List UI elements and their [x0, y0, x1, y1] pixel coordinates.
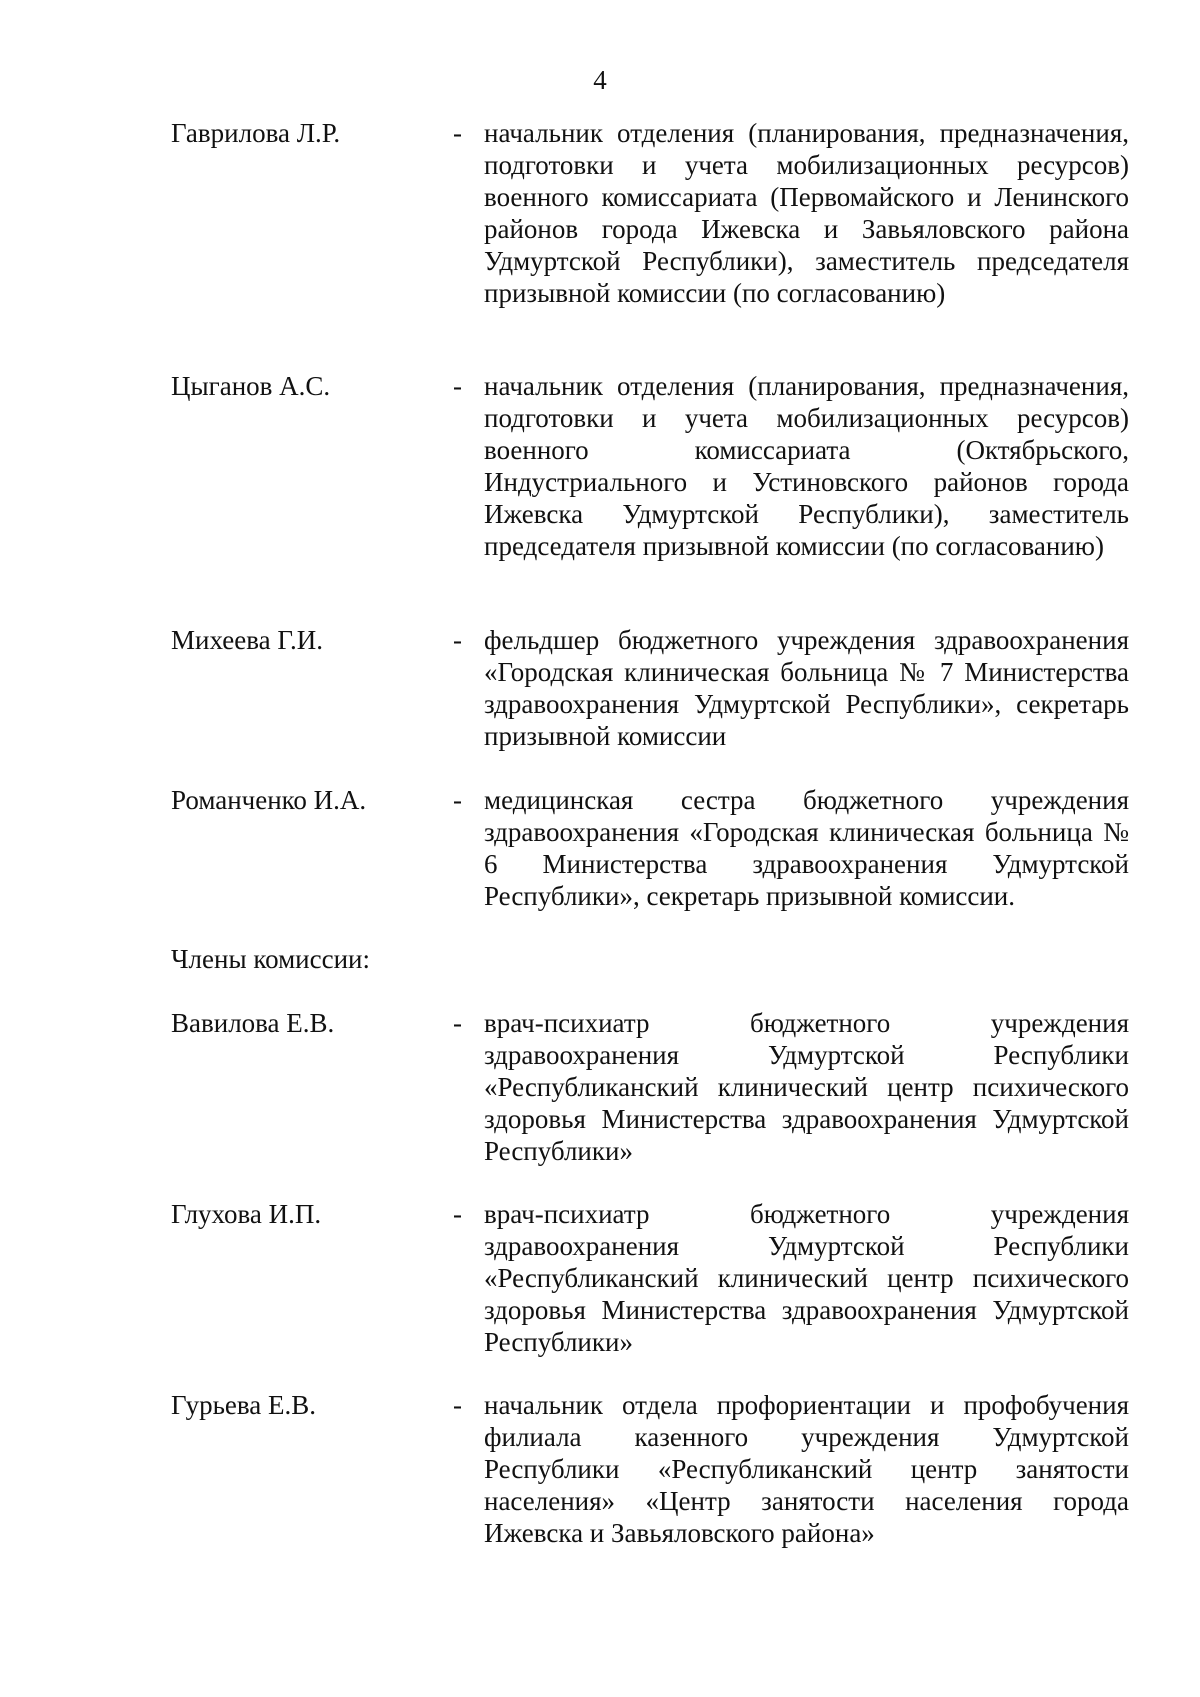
person-position: врач-психиатр бюджетного учреждения здравоохранения Удмуртской Республики «Республиканский клинический центр психического здоровья Министерства здравоохранения Удмуртской Республики» [484, 1199, 1129, 1357]
page-number: 4 [593, 65, 607, 95]
person-position: начальник отдела профориентации и профобучения филиала казенного учреждения Удмуртской Республики «Республиканский центр занятости населения» «Центр занятости населения города Ижевска и Завьяловского района» [484, 1390, 1129, 1548]
person-name: Гаврилова Л.Р. [171, 118, 341, 148]
person-name: Гурьева Е.В. [171, 1390, 317, 1420]
person-position: медицинская сестра бюджетного учреждения здравоохранения «Городская клиническая больница № 6 Министерства здравоохранения Удмуртской Республики», секретарь призывной комиссии. [484, 785, 1129, 911]
person-position: фельдшер бюджетного учреждения здравоохранения «Городская клиническая больница № 7 Министерства здравоохранения Удмуртской Республики», секретарь призывной комиссии [484, 625, 1129, 751]
members-heading: Члены комиссии: [171, 944, 370, 974]
dash-separator: - [453, 1008, 462, 1038]
person-name: Цыганов А.С. [171, 371, 331, 401]
person-name: Вавилова Е.В. [171, 1008, 335, 1038]
person-name: Глухова И.П. [171, 1199, 322, 1229]
dash-separator: - [453, 118, 462, 148]
dash-separator: - [453, 371, 462, 401]
dash-separator: - [453, 625, 462, 655]
person-name: Михеева Г.И. [171, 625, 323, 655]
person-position: начальник отделения (планирования, предназначения, подготовки и учета мобилизационных ресурсов) военного комиссариата (Первомайского и Ленинского районов города Ижевска и Завьяловского района Удмуртской Республики), заместитель председателя призывной комиссии (по согласованию) [484, 118, 1129, 308]
person-position: врач-психиатр бюджетного учреждения здравоохранения Удмуртской Республики «Республиканский клинический центр психического здоровья Министерства здравоохранения Удмуртской Республики» [484, 1008, 1129, 1166]
person-name: Романченко И.А. [171, 785, 367, 815]
dash-separator: - [453, 785, 462, 815]
dash-separator: - [453, 1390, 462, 1420]
person-position: начальник отделения (планирования, предназначения, подготовки и учета мобилизационных ресурсов) военного комиссариата (Октябрьского, Индустриального и Устиновского районов города Ижевска Удмуртской Республики), заместитель председателя призывной комиссии (по согласованию) [484, 371, 1129, 561]
dash-separator: - [453, 1199, 462, 1229]
